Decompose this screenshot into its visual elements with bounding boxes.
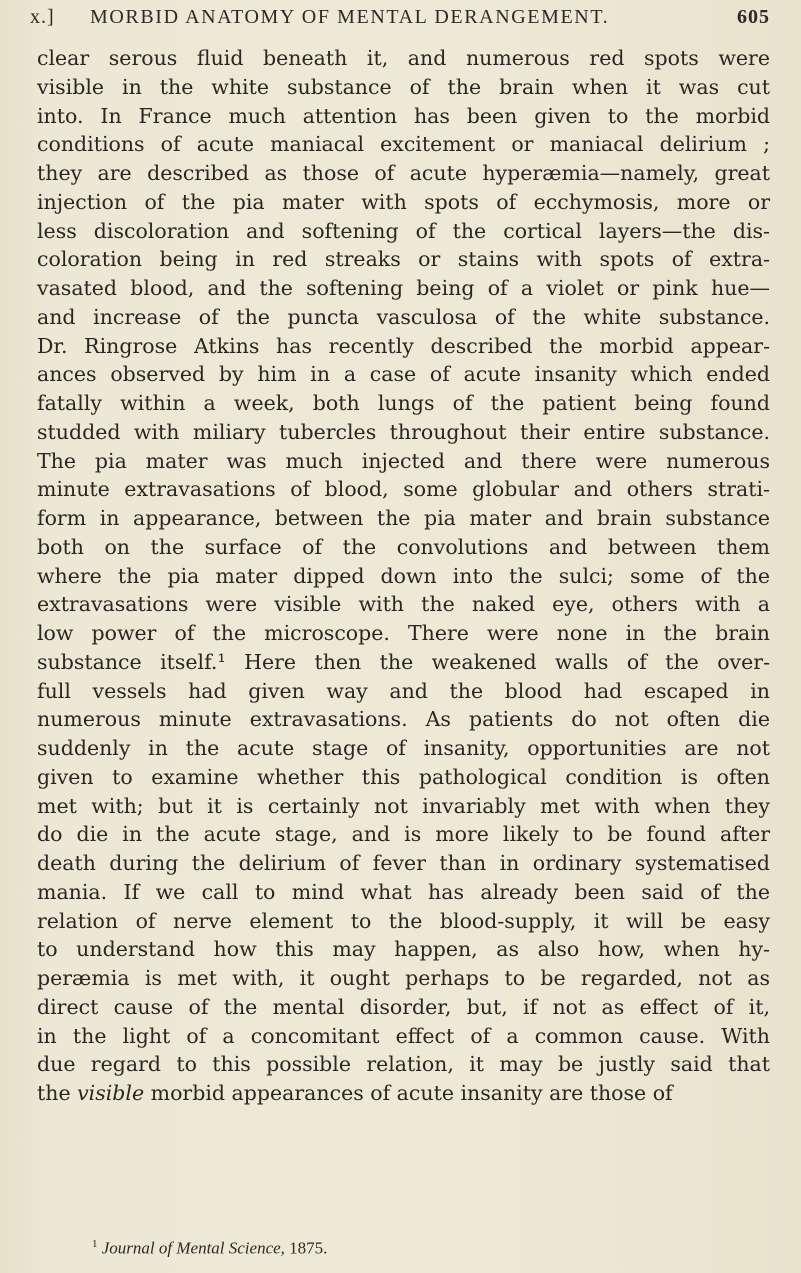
text-line: do die in the acute stage, and is more likely to be found after bbox=[37, 822, 770, 847]
text-line: substance itself.¹ Here then the weakened walls of the over- bbox=[37, 649, 770, 674]
last-line-prefix: the bbox=[37, 1081, 78, 1105]
text-line: direct cause of the mental disorder, but, if not as effect of it, bbox=[37, 994, 770, 1019]
text-line: given to examine whether this pathological condition is often bbox=[37, 764, 770, 789]
text-line: both on the surface of the convolutions and between them bbox=[37, 534, 770, 559]
footnote bbox=[92, 1238, 327, 1259]
text-line: suddenly in the acute stage of insanity, opportunities are not bbox=[37, 736, 770, 760]
text-line: visible in the white substance of the brain when it was cut bbox=[37, 74, 770, 99]
text-line: death during the delirium of fever than in ordinary systematised bbox=[37, 851, 770, 875]
text-line: full vessels had given way and the blood had escaped in bbox=[37, 678, 770, 703]
running-header bbox=[30, 6, 770, 36]
body-text bbox=[37, 44, 770, 1108]
footnote-source: Journal of Mental Science, bbox=[101, 1238, 285, 1258]
text-line: vasated blood, and the softening being of a violet or pink hue— bbox=[37, 276, 770, 300]
text-line: low power of the microscope. There were none in the brain bbox=[37, 621, 770, 645]
text-line: met with; but it is certainly not invariably met with when they bbox=[37, 793, 770, 818]
text-line-last bbox=[37, 1079, 770, 1108]
text-line: they are described as those of acute hyperæmia—namely, great bbox=[37, 161, 770, 185]
text-line: studded with miliary tubercles throughout their entire substance. bbox=[37, 419, 770, 444]
text-line: less discoloration and softening of the cortical layers—the dis- bbox=[37, 218, 770, 243]
text-line: due regard to this possible relation, it may be justly said that bbox=[37, 1052, 770, 1077]
running-title: MORBID ANATOMY OF MENTAL DERANGEMENT. bbox=[90, 6, 610, 28]
text-line: where the pia mater dipped down into the sulci; some of the bbox=[37, 563, 770, 588]
page-number: 605 bbox=[737, 6, 770, 28]
text-line: ances observed by him in a case of acute insanity which ended bbox=[37, 362, 770, 387]
text-line: Dr. Ringrose Atkins has recently described the morbid appear- bbox=[37, 333, 770, 358]
text-line: coloration being in red streaks or stains with spots of extra- bbox=[37, 247, 770, 272]
text-line: form in appearance, between the pia mater and brain substance bbox=[37, 506, 770, 530]
text-line: numerous minute extravasations. As patients do not often die bbox=[37, 707, 770, 732]
text-line: relation of nerve element to the blood-supply, it will be easy bbox=[37, 908, 770, 933]
emphasis-visible: visible bbox=[77, 1081, 145, 1105]
text-line: into. In France much attention has been given to the morbid bbox=[37, 103, 770, 128]
text-line: to understand how this may happen, as also how, when hy- bbox=[37, 937, 770, 962]
footnote-mark: 1 bbox=[92, 1238, 98, 1250]
text-line: extravasations were visible with the naked eye, others with a bbox=[37, 592, 770, 617]
text-line: clear serous fluid beneath it, and numerous red spots were bbox=[37, 46, 770, 70]
text-line: injection of the pia mater with spots of ecchymosis, more or bbox=[37, 189, 770, 214]
chapter-number: x.] bbox=[30, 6, 55, 28]
last-line-suffix: morbid appearances of acute insanity are those of bbox=[144, 1081, 673, 1105]
text-line: The pia mater was much injected and there were numerous bbox=[37, 448, 770, 473]
text-line: peræmia is met with, it ought perhaps to be regarded, not as bbox=[37, 966, 770, 990]
text-line: in the light of a concomitant effect of a common cause. With bbox=[37, 1023, 770, 1048]
text-line: fatally within a week, both lungs of the patient being found bbox=[37, 391, 770, 415]
text-line: and increase of the puncta vasculosa of the white substance. bbox=[37, 304, 770, 329]
text-line: mania. If we call to mind what has already been said of the bbox=[37, 879, 770, 904]
text-line: conditions of acute maniacal excitement or maniacal delirium ; bbox=[37, 132, 770, 157]
footnote-year: 1875. bbox=[284, 1238, 328, 1258]
text-line: minute extravasations of blood, some globular and others strati- bbox=[37, 477, 770, 502]
